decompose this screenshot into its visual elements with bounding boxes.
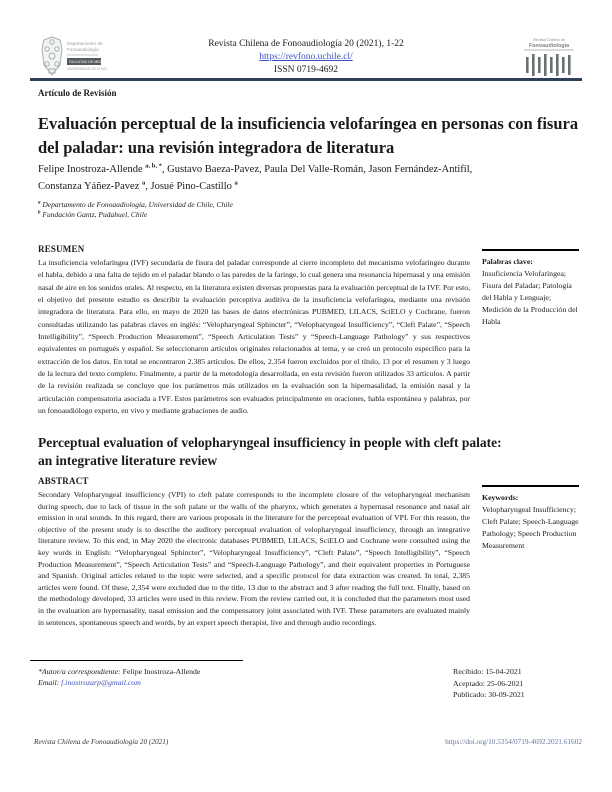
corresponding-author-name: Felipe Inostroza-Allende	[120, 667, 201, 676]
email-label: Email:	[38, 678, 62, 687]
logo-text-line4: UNIVERSIDAD DE CHILE	[67, 67, 107, 71]
affiliation-b	[38, 210, 458, 220]
title-es-line1: Evaluación perceptual de la insuficiencia velofaríngea en personas con fisura	[38, 114, 579, 133]
correspondence-divider-rule	[30, 660, 243, 661]
article-title-en	[38, 434, 538, 470]
title-en-line2: an integrative literature review	[38, 453, 218, 468]
soundwave-bars-icon	[526, 54, 571, 76]
article-type-label: Artículo de Revisión	[38, 88, 117, 98]
journal-citation: Revista Chilena de Fonoaudiología 20 (2021), 1-22	[208, 39, 404, 49]
email-line	[38, 677, 200, 688]
journal-logo-line1: Revista Chilena de	[533, 38, 565, 42]
title-es-line2: del paladar: una revisión integradora de literatura	[38, 138, 395, 157]
journal-logo-icon	[520, 35, 578, 81]
author-5: Constanza Yáñez-Pavez	[38, 180, 142, 192]
received-date: Recibido: 15-04-2021	[453, 667, 522, 676]
author-5-affil-mark: a	[141, 179, 146, 186]
header-divider-rule	[30, 78, 582, 81]
affiliation-b-text: Fundación Gantz, Pudahuel, Chile	[40, 209, 148, 219]
correspondence-block	[38, 666, 200, 688]
article-dates	[453, 666, 525, 701]
palabras-clave-box	[482, 249, 579, 328]
palabras-clave-text: Insuficiencia Velofaríngea; Fisura del Paladar; Patología del Habla y Lenguaje; Medición de la Producción del Habla	[482, 269, 578, 326]
logo-text-line1: Departamento de	[67, 41, 103, 46]
keywords-box	[482, 485, 579, 552]
keywords-text: Velopharyngeal Insufficiency; Cleft Palate; Speech-Language Pathology; Speech Production Measurement	[482, 505, 579, 550]
published-date: Publicado: 30-09-2021	[453, 690, 525, 699]
article-title-es	[38, 112, 586, 160]
corresponding-author-label: *Autor/a correspondiente:	[38, 667, 121, 676]
author-1-affil-marks: a, b, *	[145, 162, 162, 170]
author-1: Felipe Inostroza-Allende	[38, 164, 146, 175]
affiliation-a-mark: a	[38, 200, 41, 206]
keywords-label: Keywords:	[482, 493, 519, 502]
journal-url-link[interactable]: https://revfono.uchile.cl/	[259, 52, 353, 62]
affiliation-a-text: Departamento de Fonoaudiología, Universidad de Chile, Chile	[40, 200, 233, 209]
author-list	[38, 162, 568, 195]
title-en-line1: Perceptual evaluation of velopharyngeal insufficiency in people with cleft palate:	[38, 435, 502, 450]
accepted-date: Aceptado: 25-06-2021	[453, 678, 524, 688]
email-link[interactable]: f.inostrozarp@gmail.com	[61, 678, 141, 687]
affiliations	[38, 200, 458, 219]
journal-logo	[520, 35, 578, 81]
resumen-heading: RESUMEN	[38, 244, 85, 254]
logo-text-line2: Fonoaudiología	[67, 47, 99, 52]
abstract-heading: ABSTRACT	[38, 476, 89, 486]
affiliation-a	[38, 200, 458, 210]
corresponding-author-line	[38, 666, 200, 677]
journal-issn: ISSN 0719-4692	[273, 65, 339, 75]
footer-journal-name: Revista Chilena de Fonoaudiología 20 (2021)	[34, 737, 169, 746]
abstract-body: Secondary Velopharyngeal insufficiency (VPI) to cleft palate corresponds to the incomplete closure of the velopharyngeal mechanism during speech, due to lack of tissue in the soft palate or the walls of the pharynx, which generates a hypernasal resonance and nasal air emission in oral sounds. In this regard, there are various proposals in the literature for the perceptual evaluation of VPI. For this reason, the objective of the present study is to describe the auditory perceptual evaluation of velopharyngeal insufficiency, through an integrative literature review. To this end, in May 2020 the electronic databases PUBMED, LILACS, SciELO and Cochrane were consulted using the key words in English: “Velopharyngeal Sphincter”, “Velopharyngeal Insufficiency”, “Cleft Palate”, “Speech Intelligibility”, “Speech Production Measurement”, “Speech Articulation Tests” and “Speech-Language Pathology”, and their equivalent properties in Portuguese and Spanish. Original articles related to the topic were selected, and a specific protocol for data extraction was created. In total, 2,385 articles were found. Of these, 2,354 were excluded due to the title, 13 due to the abstract and 3 after reading the full text. Finally, based on the methodology developed, 33 articles were used in this review. From the review carried out, it is concluded that the parameters most used in the evaluation are hypernasality, nasal emission and the compensatory joint associated with IVF. These parameters are evaluated mainly in sentences, spontaneous speech and words, by an expert speech therapist, live and through audio recordings.	[38, 490, 470, 627]
authors-middle: , Gustavo Baeza-Pavez, Paula Del Valle-Román, Jason Fernández-Antifil,	[161, 164, 473, 175]
doi-link[interactable]: https://doi.org/10.5354/0719-4692.2021.61602	[445, 737, 582, 746]
journal-logo-line2: Fonoaudiología	[528, 43, 570, 49]
author-6-affil-mark: a	[234, 179, 238, 186]
resumen-body: La insuficiencia velofaríngea (IVF) secundaria de fisura del paladar corresponde al cierre incompleto del mecanismo velofaríngeo durante el habla, debido a una falta de tejido en el paladar blando o las paredes de la faringe, lo cual genera una resonancia hipernasal y una emisión nasal de aire en los sonidos orales. Al respecto, en la literatura existen diversas propuestas para la evaluación perceptual de la IVF. Por esto, el objetivo del presente estudio es describir la evaluación perceptiva auditiva de la insuficiencia velofaríngea, mediante una revisión integradora de literatura. Para ello, en mayo de 2020 las bases de datos electrónicas PUBMED, LILACS, SciELO y Cochrane, fueron consultadas utilizando las palabras claves en inglés: “Velopharyngeal Sphincter”, “Velopharyngeal Insufficiency”, “Cleft Palate”, “Speech Intelligibility”, “Speech Production Measurement”, “Speech Articulation Tests” y “Speech-Language Pathology” y sus respectivos equivalentes en portugués y español. Se seleccionaron artículos originales relacionados al tema, y se creó un protocolo específico para la extracción de los datos. En total se encontraron 2.385 artículos. De ellos, 2.354 fueron excluidos por el título, 13 por el resumen y 3 luego de la lectura del texto completo. Finalmente, a partir de la metodología desarrollada, en esta revisión fueron utilizados 33 artículos. A partir de la revisión realizada se concluye que los parámetros más utilizados en la evaluación son la hipernasalidad, la emisión nasal y la articulación compensatoria asociada a IVF. Estos parámetros son evaluados principalmente en oraciones, habla espontánea y palabras, por un fonoaudiólogo experto, en vivo y mediante grabaciones de audio.	[38, 258, 470, 416]
affiliation-b-mark: b	[38, 210, 41, 215]
author-6: , Josué Pino-Castillo	[145, 180, 235, 192]
logo-text-line3: FACULTAD DE MEDICINA	[69, 60, 112, 64]
palabras-clave-label: Palabras clave:	[482, 257, 533, 266]
